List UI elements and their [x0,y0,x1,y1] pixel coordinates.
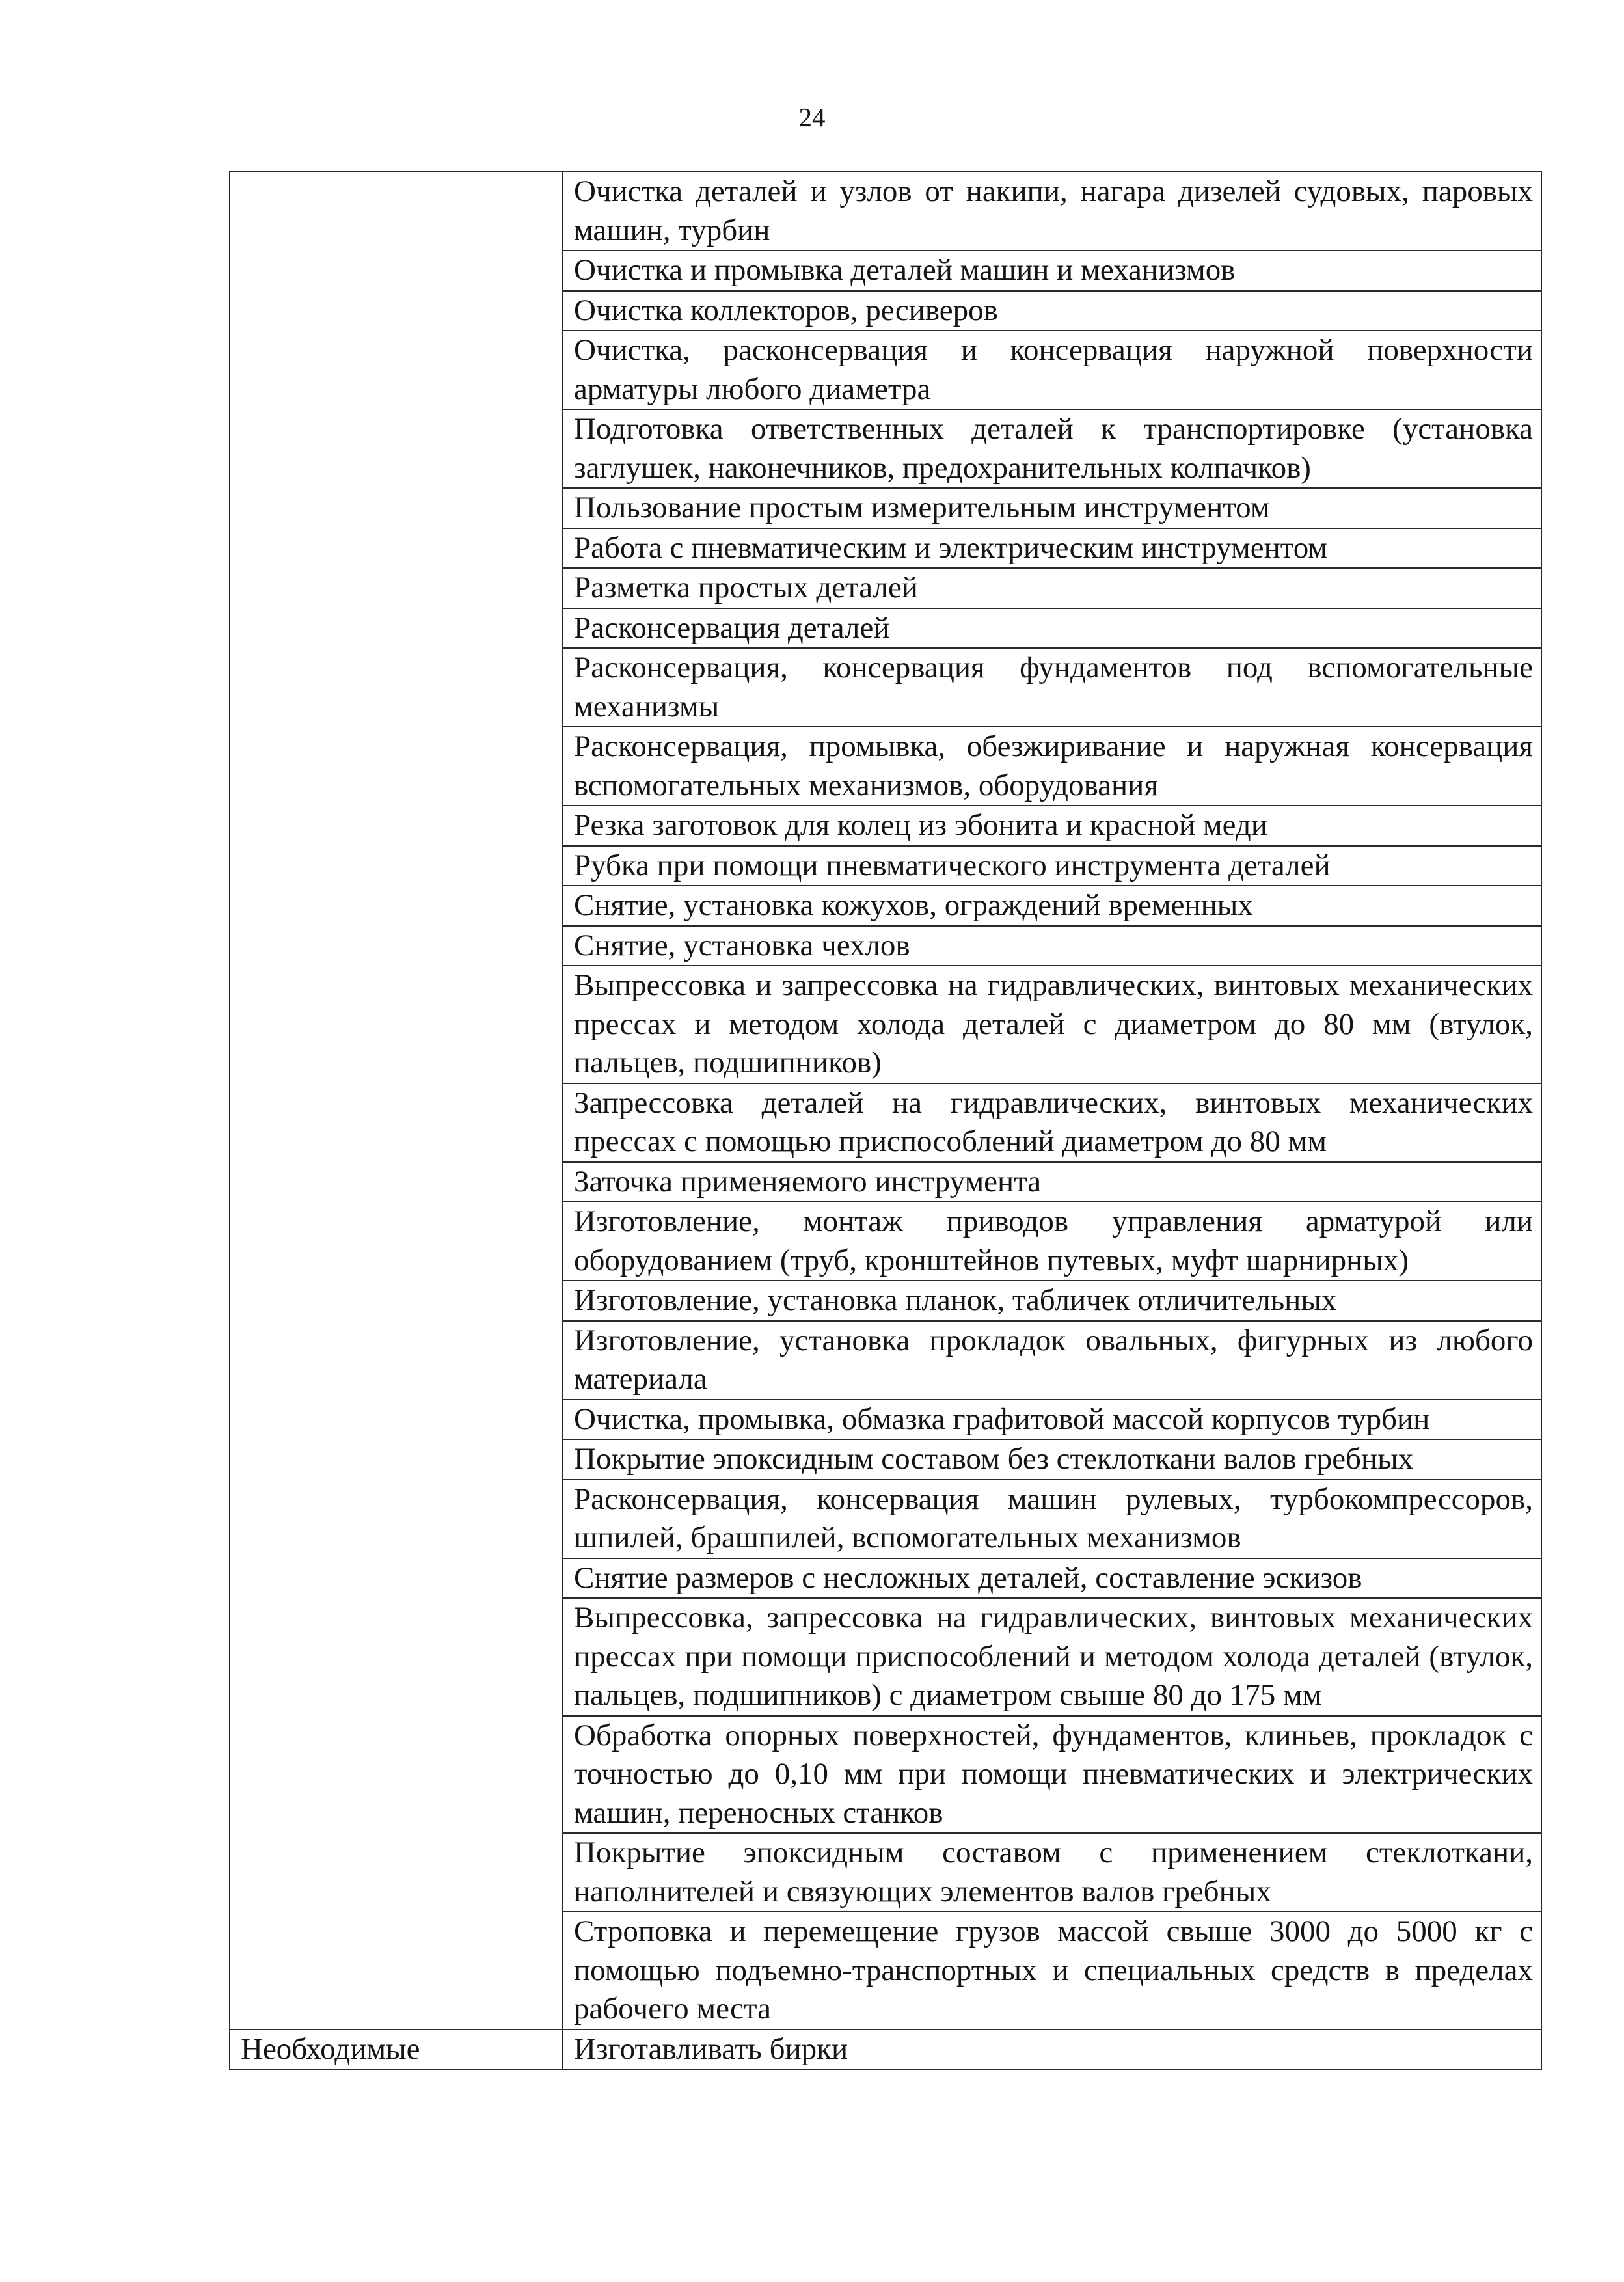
category-cell [230,172,563,2030]
list-item: Разметка простых деталей [563,568,1541,608]
list-item: Очистка, расконсервация и консервация наружной поверхности арматуры любого диаметра [563,331,1541,409]
list-item: Пользование простым измерительным инструментом [563,488,1541,528]
list-item: Расконсервация деталей [563,608,1541,649]
list-item: Изготовление, установка планок, табличек отличительных [563,1281,1541,1321]
list-item: Подготовка ответственных деталей к транспортировке (установка заглушек, наконечников, предохранительных колпачков) [563,409,1541,488]
page-number: 24 [798,102,826,132]
list-item: Очистка, промывка, обмазка графитовой массой корпусов турбин [563,1400,1541,1440]
list-item: Выпрессовка и запрессовка на гидравлических, винтовых механических прессах и методом холода деталей с диаметром до 80 мм (втулок, пальцев, подшипников) [563,966,1541,1083]
table-row [230,2030,1541,2070]
list-item: Резка заготовок для колец из эбонита и красной меди [563,806,1541,846]
list-item: Изготовление, монтаж приводов управления арматурой или оборудованием (труб, кронштейнов путевых, муфт шарнирных) [563,1202,1541,1281]
list-item: Рубка при помощи пневматического инструмента деталей [563,846,1541,886]
list-item: Расконсервация, консервация фундаментов под вспомогательные механизмы [563,648,1541,727]
list-item: Изготавливать бирки [563,2030,1541,2070]
list-item: Расконсервация, консервация машин рулевых, турбокомпрессоров, шпилей, брашпилей, вспомогательных механизмов [563,1480,1541,1558]
list-item: Снятие, установка кожухов, ограждений временных [563,886,1541,926]
category-cell: Необходимые [230,2030,563,2070]
list-item: Выпрессовка, запрессовка на гидравлических, винтовых механических прессах при помощи приспособлений и методом холода деталей (втулок, пальцев, подшипников) с диаметром свыше 80 до 175 мм [563,1598,1541,1716]
list-item: Обработка опорных поверхностей, фундаментов, клиньев, прокладок с точностью до 0,10 мм при помощи пневматических и электрических машин, переносных станков [563,1716,1541,1834]
labor-actions-table [229,171,1542,2070]
list-item: Снятие, установка чехлов [563,926,1541,966]
list-item: Запрессовка деталей на гидравлических, винтовых механических прессах с помощью приспособлений диаметром до 80 мм [563,1083,1541,1162]
list-item: Строповка и перемещение грузов массой свыше 3000 до 5000 кг с помощью подъемно-транспортных и специальных средств в пределах рабочего места [563,1912,1541,2030]
list-item: Изготовление, установка прокладок овальных, фигурных из любого материала [563,1321,1541,1400]
list-item: Покрытие эпоксидным составом без стеклоткани валов гребных [563,1439,1541,1480]
table-row [230,172,1541,251]
list-item: Снятие размеров с несложных деталей, составление эскизов [563,1558,1541,1599]
list-item: Очистка коллекторов, ресиверов [563,291,1541,331]
list-item: Расконсервация, промывка, обезжиривание и наружная консервация вспомогательных механизмов, оборудования [563,727,1541,806]
list-item: Покрытие эпоксидным составом с применением стеклоткани, наполнителей и связующих элементов валов гребных [563,1833,1541,1912]
list-item: Очистка деталей и узлов от накипи, нагара дизелей судовых, паровых машин, турбин [563,172,1541,251]
list-item: Работа с пневматическим и электрическим инструментом [563,528,1541,569]
list-item: Очистка и промывка деталей машин и механизмов [563,251,1541,291]
list-item: Заточка применяемого инструмента [563,1162,1541,1202]
